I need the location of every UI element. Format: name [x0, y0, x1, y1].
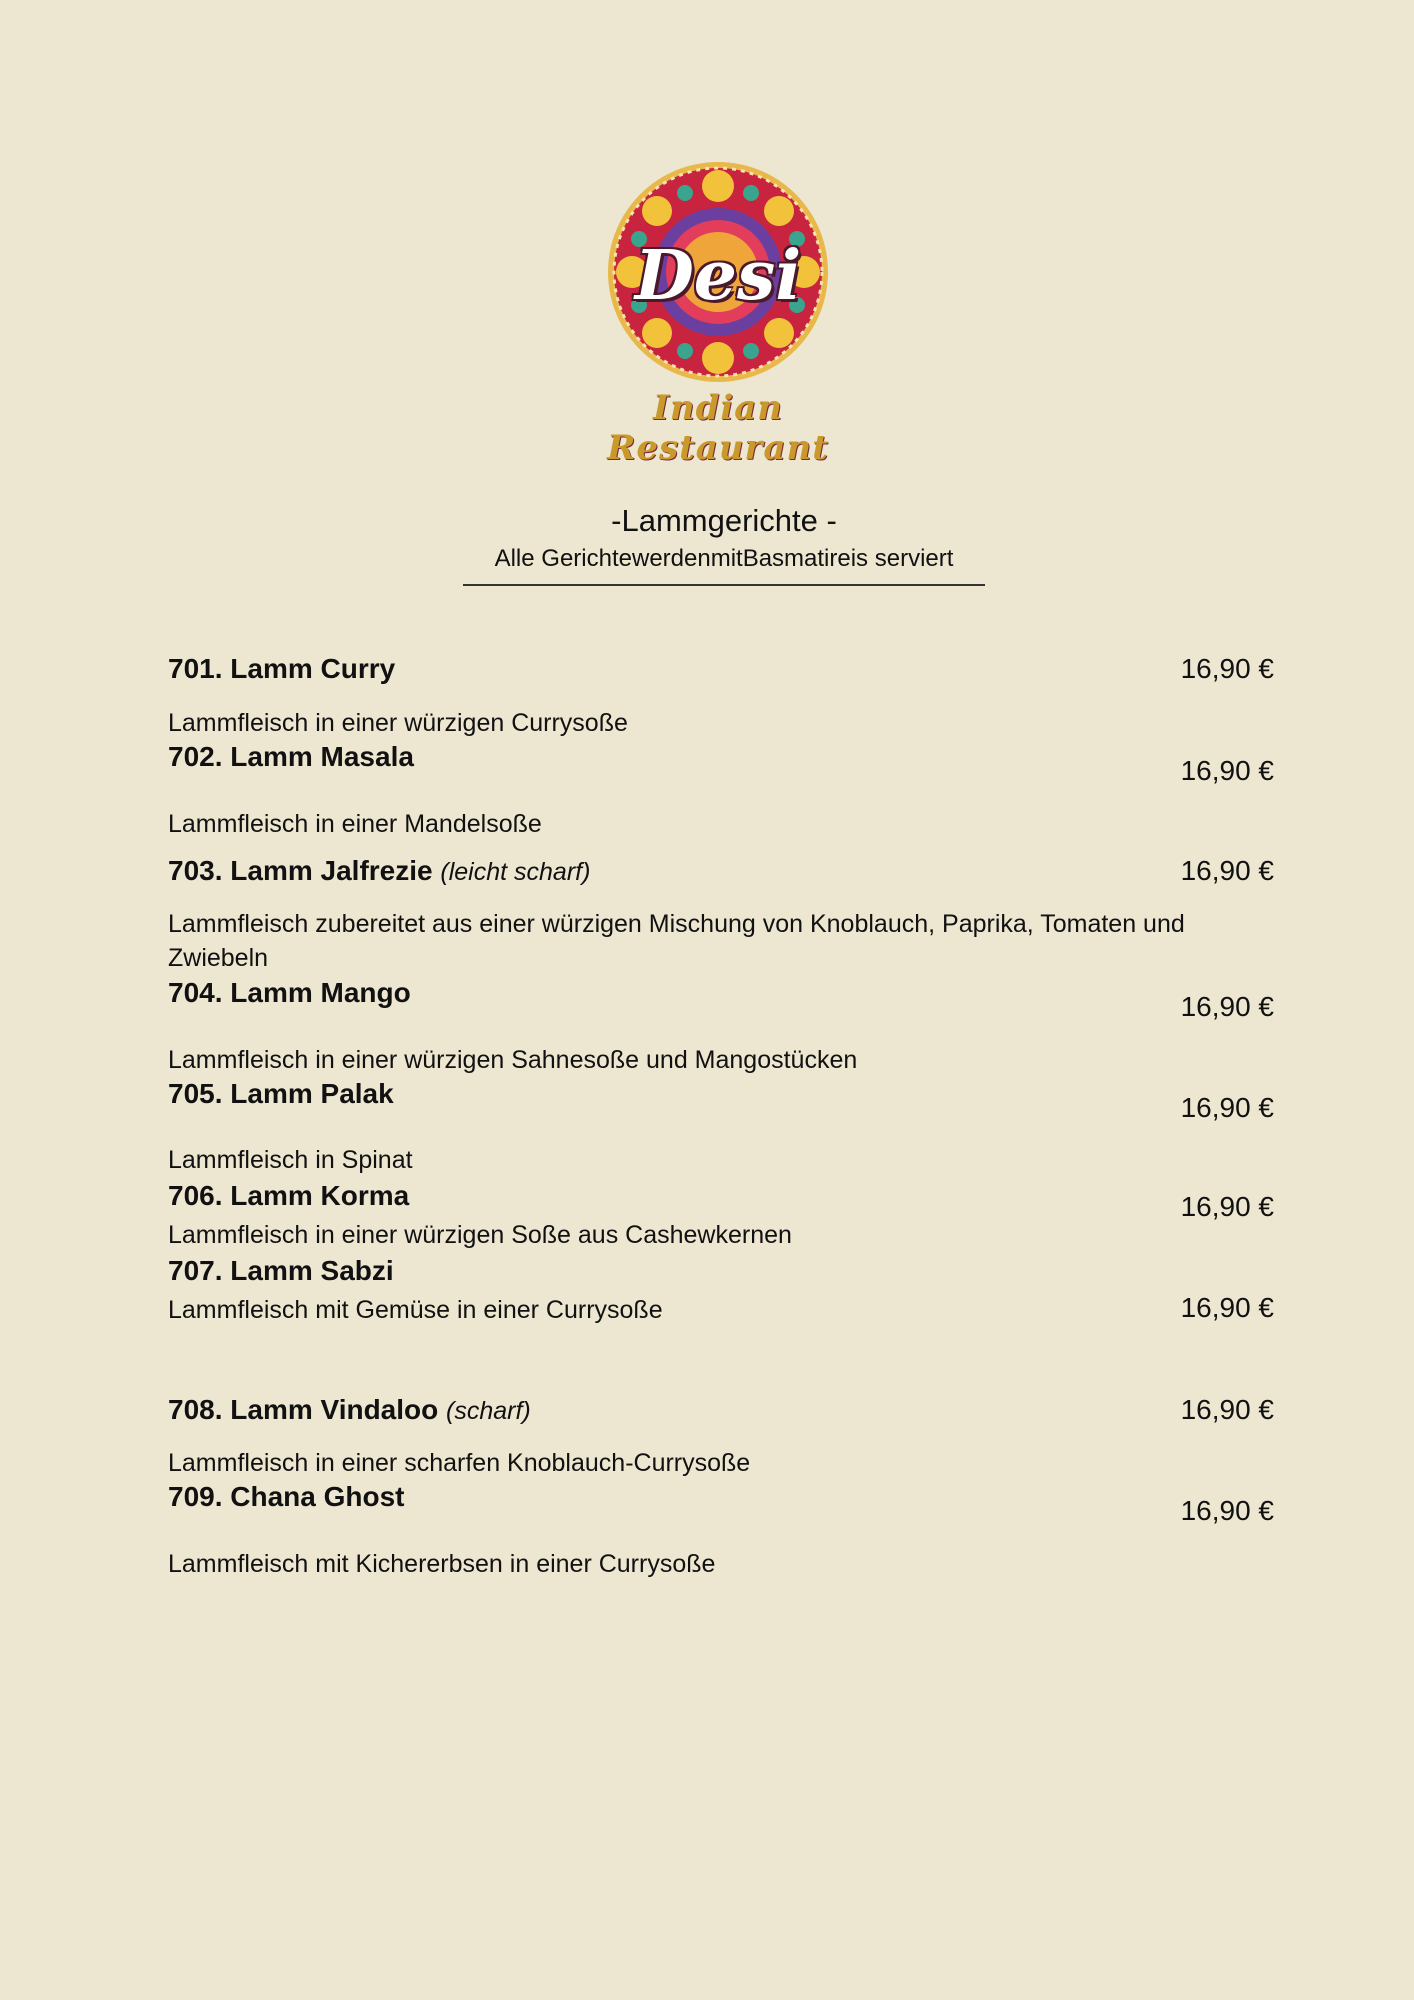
- item-name: 703. Lamm Jalfrezie (leicht scharf): [168, 855, 591, 886]
- spice-note: (scharf): [446, 1397, 531, 1425]
- logo-subtitle: Indian Restaurant: [607, 388, 829, 468]
- item-name: 704. Lamm Mango: [168, 977, 411, 1008]
- item-name: 708. Lamm Vindaloo (scharf): [168, 1394, 531, 1425]
- item-description: Lammfleisch in einer Mandelsoße: [168, 810, 542, 838]
- menu-item-708: [168, 1394, 1274, 1430]
- item-description: Lammfleisch zubereitet aus einer würzigen Mischung von Knoblauch, Paprika, Tomaten und Zwiebeln: [168, 910, 1185, 972]
- item-price: 16,90 €: [1180, 1394, 1274, 1425]
- menu-item-701: [168, 653, 1274, 689]
- heading-divider: [463, 584, 985, 586]
- menu-item-703: [168, 855, 1274, 891]
- item-name: 706. Lamm Korma: [168, 1180, 410, 1211]
- menu-item-704: [168, 977, 1274, 1022]
- item-name: 709. Chana Ghost: [168, 1481, 405, 1512]
- item-description: Lammfleisch mit Gemüse in einer Currysoße: [168, 1296, 663, 1324]
- section-title: -Lammgerichte -: [611, 503, 837, 538]
- item-price: 16,90 €: [1180, 991, 1274, 1022]
- item-description: Lammfleisch mit Kichererbsen in einer Currysoße: [168, 1550, 716, 1578]
- item-price: 16,90 €: [1180, 1495, 1274, 1526]
- item-name: 705. Lamm Palak: [168, 1078, 394, 1109]
- item-price: 16,90 €: [1180, 1092, 1274, 1123]
- menu-item-702: [168, 741, 1274, 786]
- section-heading: [463, 500, 985, 586]
- menu-item-705: [168, 1078, 1274, 1123]
- item-description: Lammfleisch in einer scharfen Knoblauch-Currysoße: [168, 1449, 751, 1477]
- restaurant-logo: [550, 160, 880, 468]
- item-name: 701. Lamm Curry: [168, 653, 396, 684]
- item-price: 16,90 €: [1180, 855, 1274, 886]
- menu-item-706: [168, 1180, 1274, 1222]
- logo-name: Desi: [634, 236, 802, 316]
- menu-item-709: [168, 1481, 1274, 1526]
- item-price: 16,90 €: [1180, 755, 1274, 786]
- section-subtitle: Alle GerichtewerdenmitBasmatireis serviert: [494, 545, 954, 572]
- item-name: 707. Lamm Sabzi: [168, 1255, 394, 1286]
- item-name: 702. Lamm Masala: [168, 741, 414, 772]
- item-price: 16,90 €: [1180, 1191, 1274, 1222]
- item-description: Lammfleisch in einer würzigen Soße aus Cashewkernen: [168, 1221, 792, 1249]
- item-description: Lammfleisch in einer würzigen Sahnesoße und Mangostücken: [168, 1046, 858, 1074]
- item-price: 16,90 €: [1180, 1292, 1274, 1323]
- item-description: Lammfleisch in einer würzigen Currysoße: [168, 709, 628, 737]
- item-price: 16,90 €: [1180, 653, 1274, 684]
- spice-note: (leicht scharf): [440, 858, 591, 886]
- item-description: Lammfleisch in Spinat: [168, 1146, 413, 1174]
